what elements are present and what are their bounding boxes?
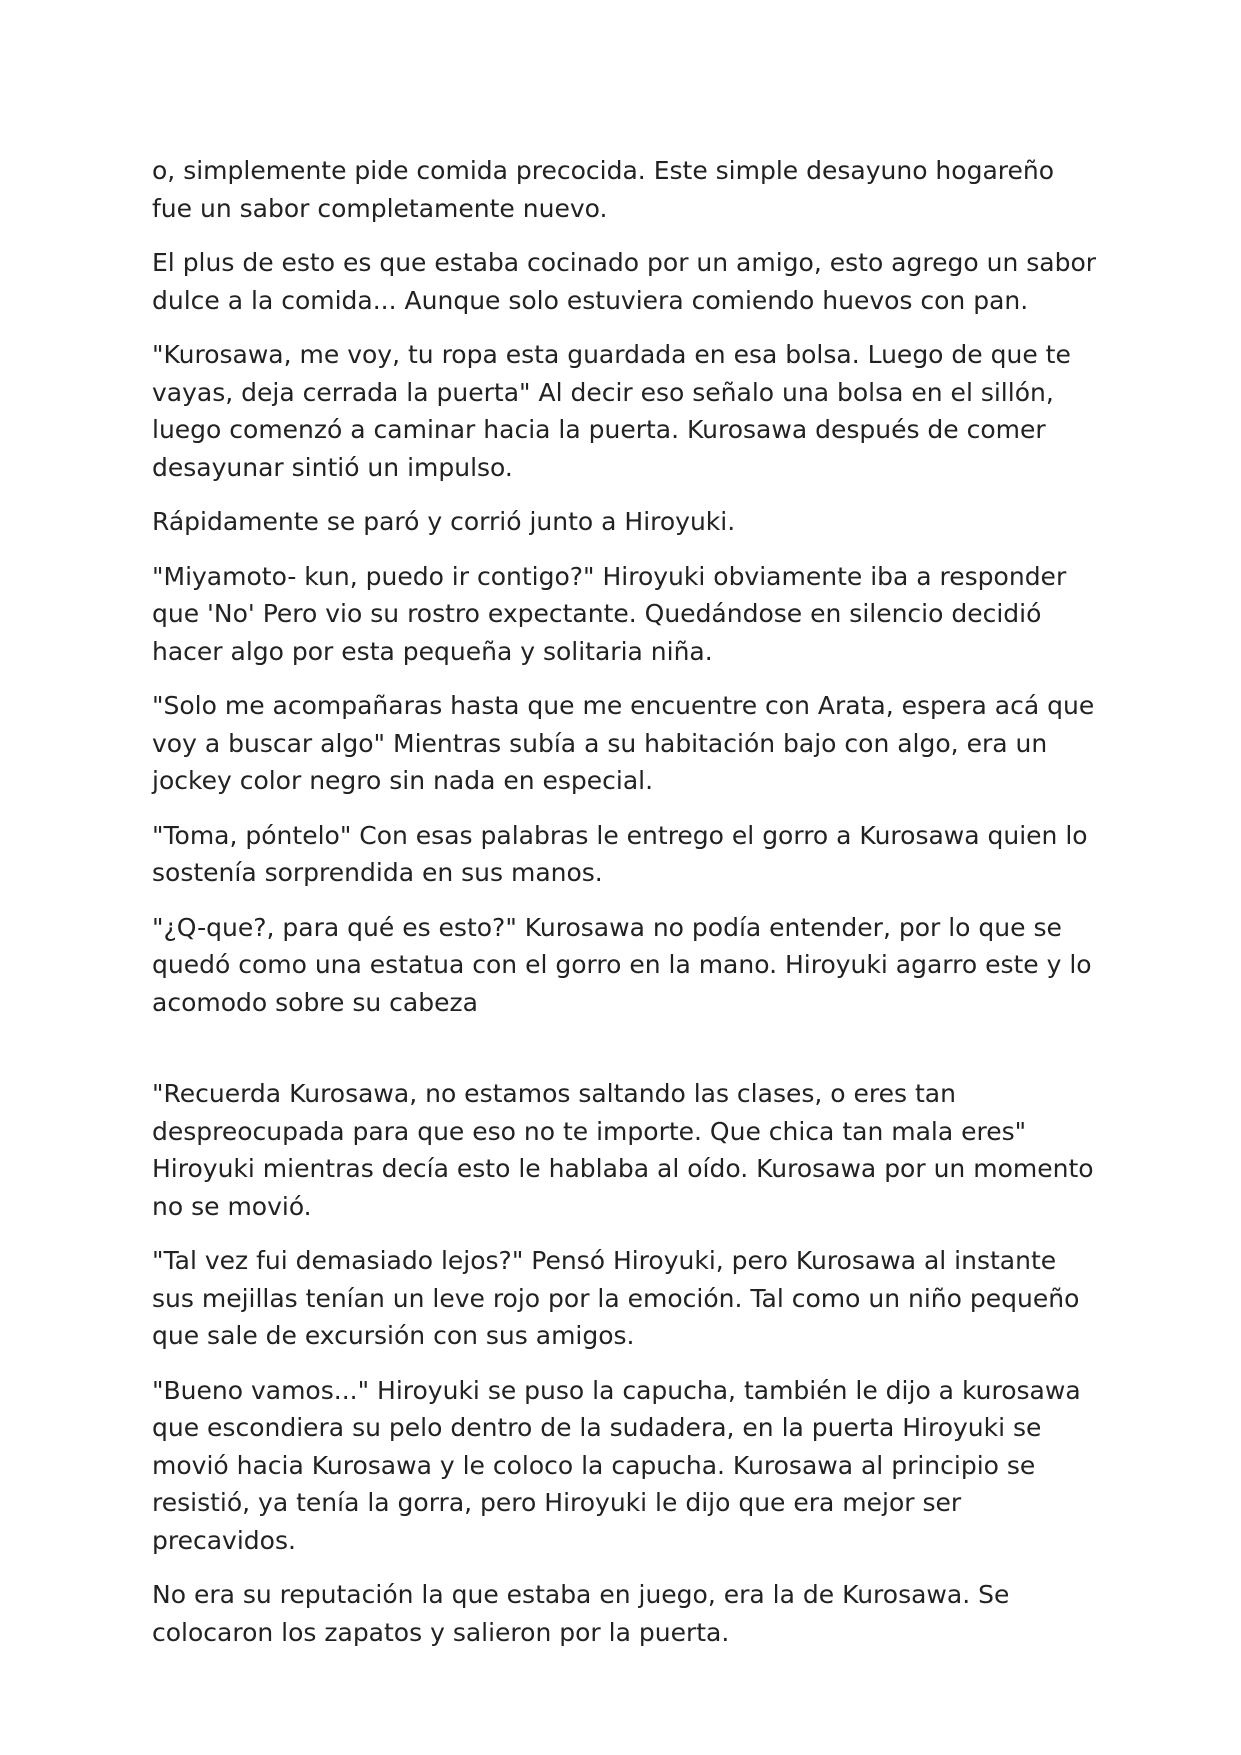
paragraph: "Bueno vamos..." Hiroyuki se puso la capucha, también le dijo a kurosawa que escondiera su pelo dentro de la sudadera, en la puerta Hiroyuki se movió hacia Kurosawa y le coloco la capucha. Kurosawa al principio se resistió, ya tenía la gorra, pero Hiroyuki le dijo que era mejor ser precavidos.	[152, 1375, 1081, 1555]
paragraph: "¿Q-que?, para qué es esto?" Kurosawa no podía entender, por lo que se quedó como una estatua con el gorro en la mano. Hiroyuki agarro este y lo acomodo sobre su cabeza	[152, 912, 1092, 1017]
paragraph: o, simplemente pide comida precocida. Este simple desayuno hogareño fue un sabor completamente nuevo.	[152, 156, 1055, 223]
paragraph: El plus de esto es que estaba cocinado por un amigo, esto agrego un sabor dulce a la comida... Aunque solo estuviera comiendo huevos con pan.	[152, 248, 1097, 315]
paragraph: "Kurosawa, me voy, tu ropa esta guardada en esa bolsa. Luego de que te vayas, deja cerrada la puerta" Al decir eso señalo una bolsa en el sillón, luego comenzó a caminar hacia la puerta. Kurosawa después de comer desayunar sintió un impulso.	[152, 340, 1071, 482]
paragraph: "Miyamoto- kun, puedo ir contigo?" Hiroyuki obviamente iba a responder que 'No' Pero vio su rostro expectante. Quedándose en silencio decidió hacer algo por esta pequeña y solitaria niña.	[152, 561, 1067, 666]
paragraph: "Tal vez fui demasiado lejos?" Pensó Hiroyuki, pero Kurosawa al instante sus mejillas tenían un leve rojo por la emoción. Tal como un niño pequeño que sale de excursión con sus amigos.	[152, 1246, 1080, 1350]
paragraph: No era su reputación la que estaba en juego, era la de Kurosawa. Se colocaron los zapatos y salieron por la puerta.	[152, 1580, 1010, 1647]
paragraph: "Recuerda Kurosawa, no estamos saltando las clases, o eres tan despreocupada para que eso no te importe. Que chica tan mala eres" Hiroyuki mientras decía esto le hablaba al oído. Kurosawa por un momento no se movió.	[152, 1079, 1094, 1221]
paragraph: "Toma, póntelo" Con esas palabras le entrego el gorro a Kurosawa quien lo sostenía sorprendida en sus manos.	[152, 820, 1088, 887]
paragraph: Rápidamente se paró y corrió junto a Hiroyuki.	[152, 507, 736, 536]
document-page	[152, 152, 1098, 1668]
paragraph: "Solo me acompañaras hasta que me encuentre con Arata, espera acá que voy a buscar algo" Mientras subía a su habitación bajo con algo, era un jockey color negro sin nada en especial.	[152, 691, 1095, 795]
